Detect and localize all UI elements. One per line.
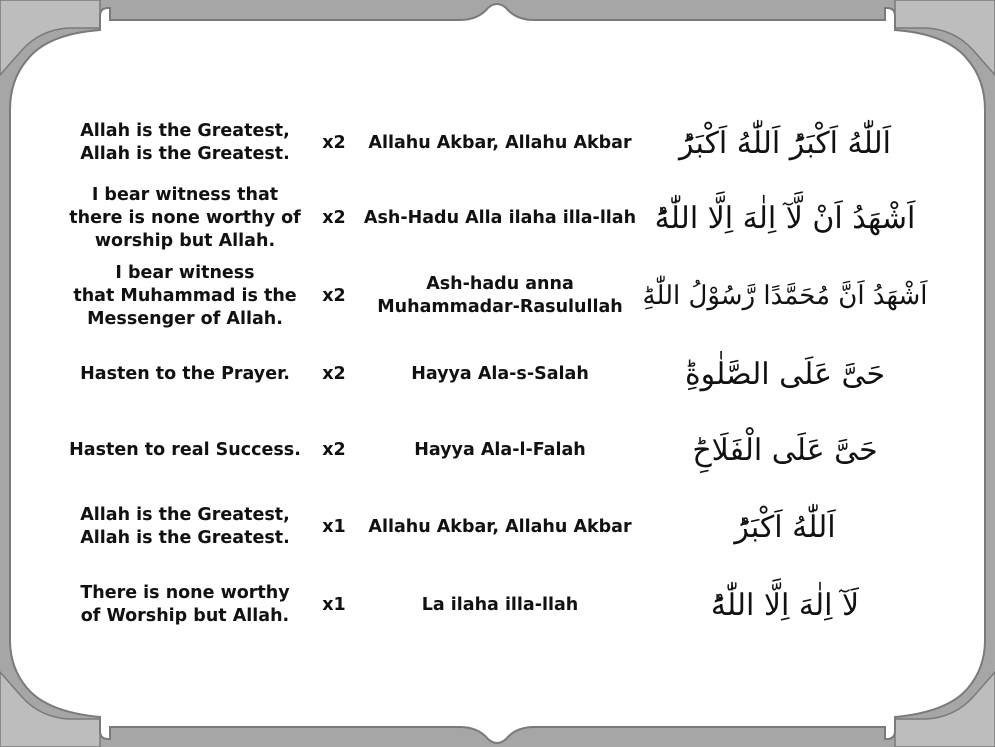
arabic-text: اَللّٰهُ اَكْبَرُؕ bbox=[734, 509, 836, 545]
transliteration: Hayya Ala-l-Falah bbox=[414, 439, 586, 460]
adhan-row bbox=[0, 352, 995, 396]
english-meaning: There is none worthy of Worship but Allah. bbox=[80, 583, 290, 626]
arabic-text: لَآ اِلٰهَ اِلَّا اللّٰهُؕ bbox=[710, 587, 860, 623]
adhan-row bbox=[0, 496, 995, 558]
adhan-row bbox=[0, 574, 995, 636]
transliteration: Ash-hadu anna Muhammadar-Rasulullah bbox=[377, 274, 623, 317]
repeat-count: x2 bbox=[322, 364, 346, 384]
english-meaning: Hasten to real Success. bbox=[69, 439, 301, 460]
adhan-row bbox=[0, 428, 995, 472]
repeat-count: x2 bbox=[322, 208, 346, 228]
english-meaning: Allah is the Greatest, Allah is the Greatest. bbox=[80, 121, 290, 164]
adhan-row bbox=[0, 112, 995, 174]
english-meaning: Hasten to the Prayer. bbox=[80, 363, 290, 384]
repeat-count: x2 bbox=[322, 133, 346, 153]
arabic-text: اَشْهَدُ اَنْ لَّآ اِلٰهَ اِلَّا اللّٰهُؕ bbox=[654, 200, 916, 236]
arabic-text: حَیَّ عَلَى الصَّلٰوةِؕ bbox=[684, 356, 886, 392]
english-meaning: I bear witness that there is none worthy of worship but Allah. bbox=[69, 184, 301, 251]
arabic-text: حَیَّ عَلَى الْفَلَاحِؕ bbox=[692, 432, 878, 468]
arabic-text: اَللّٰهُ اَكْبَرُؕ اَللّٰهُ اَكْبَرُؕ bbox=[678, 125, 892, 161]
english-meaning: Allah is the Greatest, Allah is the Greatest. bbox=[80, 505, 290, 548]
transliteration: Allahu Akbar, Allahu Akbar bbox=[368, 132, 632, 153]
repeat-count: x2 bbox=[322, 440, 346, 460]
repeat-count: x1 bbox=[322, 517, 346, 537]
adhan-row bbox=[0, 180, 995, 256]
transliteration: Ash-Hadu Alla ilaha illa-llah bbox=[363, 207, 637, 228]
adhan-row bbox=[0, 258, 995, 334]
transliteration: Allahu Akbar, Allahu Akbar bbox=[368, 516, 632, 537]
repeat-count: x2 bbox=[322, 286, 346, 306]
transliteration: La ilaha illa-llah bbox=[421, 594, 579, 615]
repeat-count: x1 bbox=[322, 595, 346, 615]
arabic-text: اَشْهَدُ اَنَّ مُحَمَّدًا رَّسُوْلُ اللّٰهِؕ bbox=[642, 281, 928, 311]
english-meaning: I bear witness that Muhammad is the Messenger of Allah. bbox=[73, 262, 297, 329]
transliteration: Hayya Ala-s-Salah bbox=[411, 363, 589, 384]
